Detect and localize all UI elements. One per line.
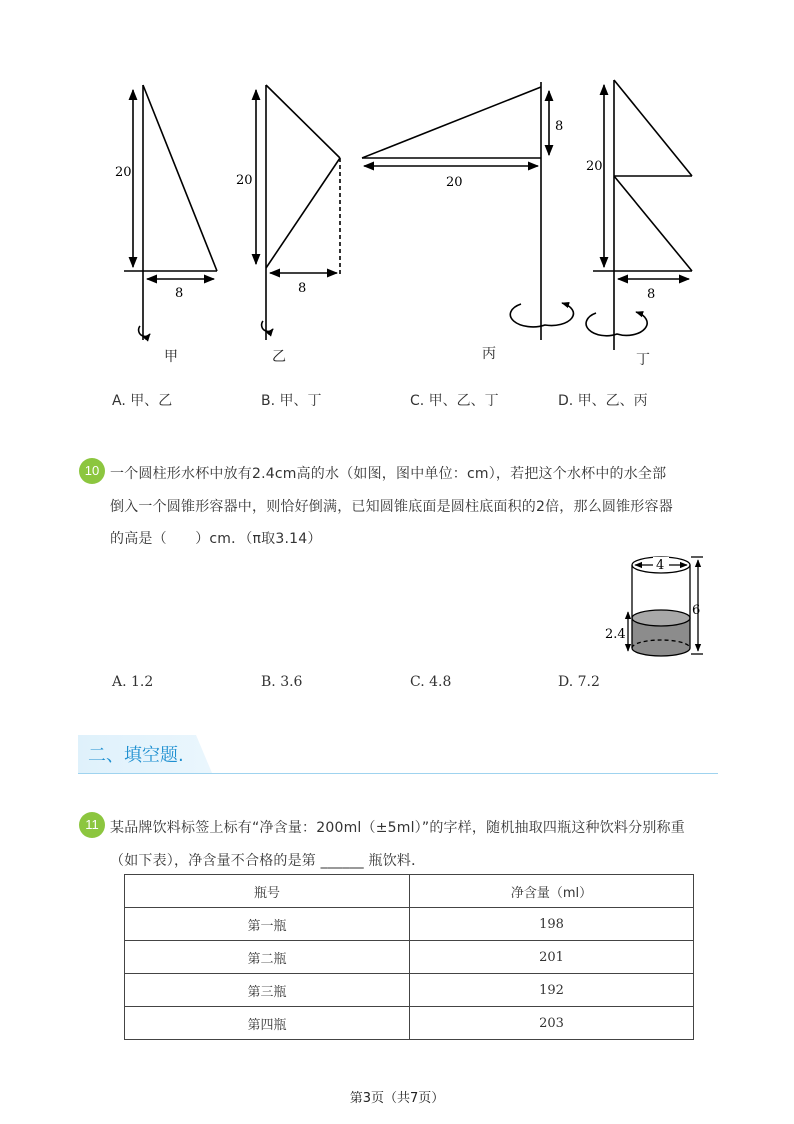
table-cell: 第一瓶 [125,908,410,941]
section-header [78,735,718,774]
figure-ding [586,80,692,350]
cylinder-water-label: 2.4 [605,627,626,642]
q9-figures [0,0,794,380]
q11-table [124,874,694,1040]
q9-option-d[interactable]: D. 甲、乙、丙 [558,393,648,409]
figure-jia [124,85,217,340]
jia-height-label: 20 [115,165,132,180]
q11-text-line-2: （如下表），净含量不合格的是第 ______ 瓶饮料． [110,853,426,869]
q9-option-b[interactable]: B. 甲、丁 [261,393,322,409]
table-cell: 201 [410,941,694,974]
figure-bing [362,82,573,340]
table-header-cell: 瓶号 [125,875,410,908]
bing-width-label: 20 [446,175,463,190]
table-row [125,908,694,941]
table-cell: 第三瓶 [125,974,410,1007]
cylinder-diameter-label: 4 [656,558,665,573]
ding-height-label: 20 [586,159,603,174]
figure-ding-label: 丁 [636,352,650,368]
table-header-cell: 净含量（ml） [410,875,694,908]
cylinder-height-label: 6 [692,603,701,618]
page-footer: 第3页（共7页） [349,1091,445,1106]
q9-option-a[interactable]: A. 甲、乙 [112,393,173,409]
table-row [125,1007,694,1040]
q10-text-line-1: 一个圆柱形水杯中放有2.4cm高的水（如图，图中单位：cm），若把这个水杯中的水全部 [110,466,667,482]
q9-option-c[interactable]: C. 甲、乙、丁 [410,393,499,409]
yi-width-label: 8 [298,281,307,296]
q10-option-a[interactable]: A. 1.2 [112,674,154,690]
q11-number-badge: 11 [79,812,105,838]
table-cell: 198 [410,908,694,941]
figure-bing-label: 丙 [482,346,496,362]
table-header-row [125,875,694,908]
figure-yi [256,85,340,340]
table-row [125,941,694,974]
q10-cylinder-figure [595,552,715,662]
q10-text-line-3: 的高是（ ）cm．（π取3.14） [110,531,322,547]
figure-yi-label: 乙 [272,349,286,365]
q10-option-c[interactable]: C. 4.8 [410,674,452,690]
yi-height-label: 20 [236,173,253,188]
table-cell: 192 [410,974,694,1007]
q10-option-b[interactable]: B. 3.6 [261,674,303,690]
table-cell: 第二瓶 [125,941,410,974]
figure-jia-label: 甲 [164,349,178,365]
q10-option-d[interactable]: D. 7.2 [558,674,600,690]
table-row [125,974,694,1007]
table-cell: 第四瓶 [125,1007,410,1040]
q10-text-line-2: 倒入一个圆锥形容器中，则恰好倒满，已知圆锥底面是圆柱底面积的2倍，那么圆锥形容器 [110,499,673,515]
bing-height-label: 8 [555,119,564,134]
ding-width-label: 8 [647,287,656,302]
table-cell: 203 [410,1007,694,1040]
q10-number-badge: 10 [79,458,105,484]
section-title: 二、填空题. [88,745,184,766]
q11-text-line-1: 某品牌饮料标签上标有“净含量：200ml（±5ml）”的字样，随机抽取四瓶这种饮料分别称重 [110,820,685,836]
jia-width-label: 8 [175,286,184,301]
